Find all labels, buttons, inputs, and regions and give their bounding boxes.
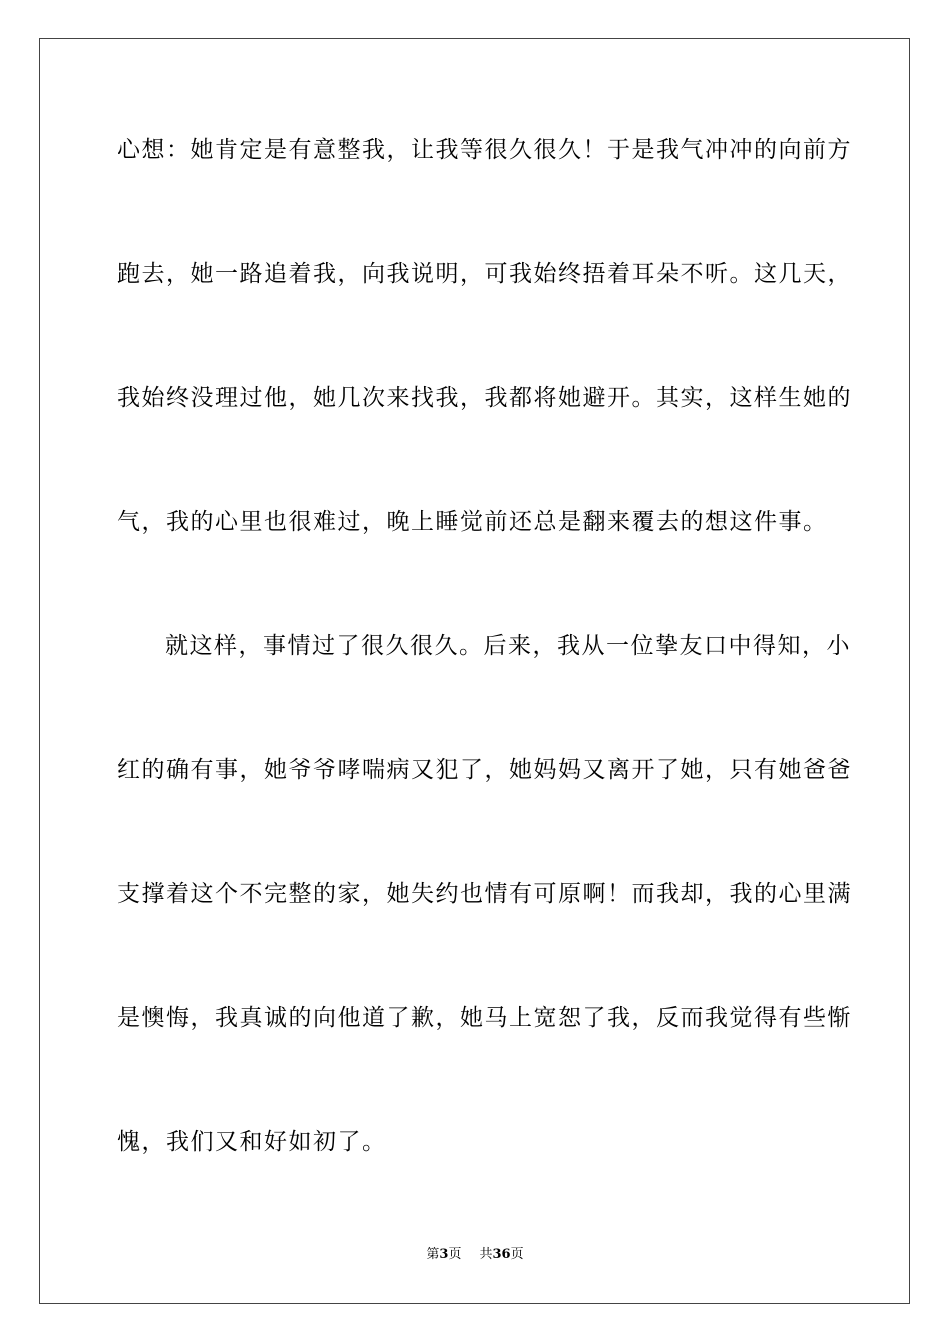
total-prefix: 共: [479, 1247, 493, 1262]
text-line: 气，我的心里也很难过，晚上睡觉前还总是翻来覆去的想这件事。: [117, 509, 828, 535]
text-line: 红的确有事，她爷爷哮喘病又犯了，她妈妈又离开了她，只有她爸爸: [117, 757, 852, 783]
page-suffix: 页: [448, 1247, 462, 1262]
page-prefix: 第: [426, 1247, 440, 1262]
text-line: 是懊悔，我真诚的向他道了歉，她马上宽恕了我，反而我觉得有些惭: [117, 1005, 852, 1031]
text-line: 我始终没理过他，她几次来找我，我都将她避开。其实，这样生她的: [117, 385, 852, 411]
total-pages: 36: [492, 1247, 511, 1262]
page-number: 3: [439, 1247, 449, 1262]
page-footer: [0, 1246, 950, 1264]
text-line: 心想：她肯定是有意整我，让我等很久很久！于是我气冲冲的向前方: [117, 137, 852, 163]
page-border: [39, 38, 910, 1304]
text-line: 跑去，她一路追着我，向我说明，可我始终捂着耳朵不听。这几天，: [117, 261, 852, 287]
text-line: 愧，我们又和好如初了。: [117, 1129, 387, 1155]
total-suffix: 页: [510, 1247, 524, 1262]
text-line: 支撑着这个不完整的家，她失约也情有可原啊！而我却，我的心里满: [117, 881, 852, 907]
text-line: 就这样，事情过了很久很久。后来，我从一位挚友口中得知，小: [165, 633, 851, 659]
